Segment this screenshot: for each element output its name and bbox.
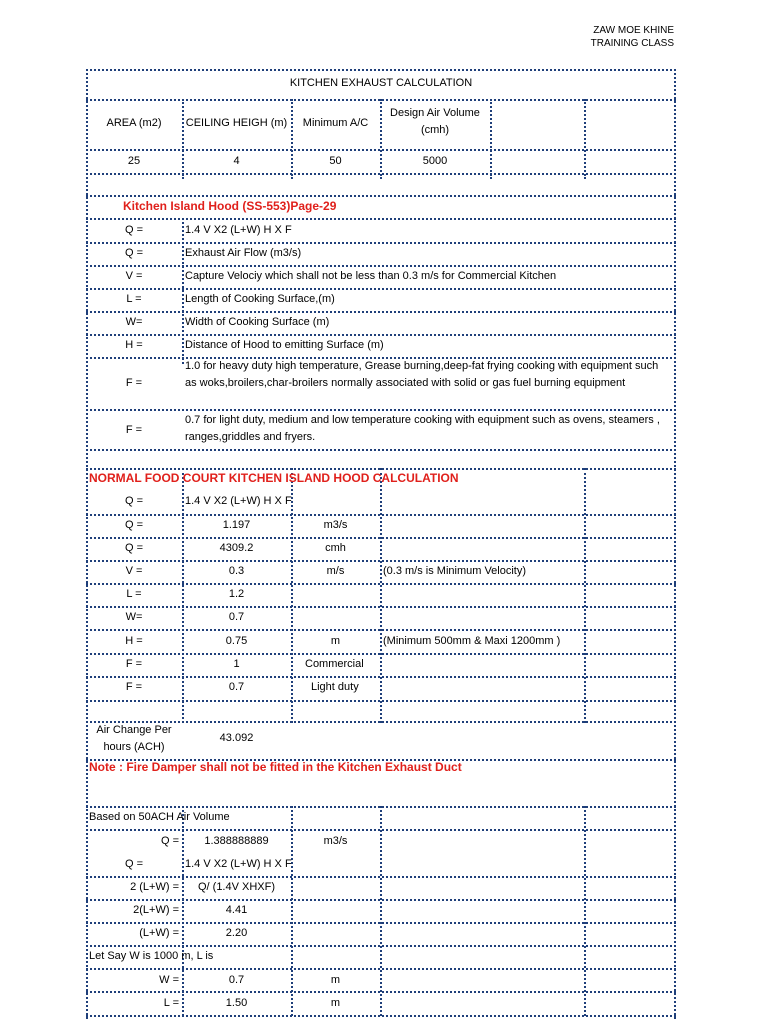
value-area: 25 [127, 155, 141, 167]
calc-symbol: Q = [124, 495, 144, 507]
calc-unit: cmh [325, 542, 346, 554]
definition-text: Exhaust Air Flow (m3/s) [185, 247, 302, 259]
sheet-title: KITCHEN EXHAUST CALCULATION [289, 77, 473, 89]
calc-value: 4309.2 [219, 542, 254, 554]
author-name: ZAW MOE KHINE [593, 25, 674, 36]
calc-value: 0.75 [225, 635, 248, 647]
ach-label-line2: hours (ACH) [103, 741, 165, 753]
wl-symbol: L = [163, 997, 179, 1009]
wl-value: 0.7 [228, 974, 245, 986]
calc-symbol: F = [125, 658, 143, 670]
calc-unit: Light duty [311, 681, 359, 693]
calc-value: 1.2 [228, 588, 245, 600]
wl-unit: m [330, 974, 341, 986]
calc-symbol: Q = [124, 542, 144, 554]
value-design: 5000 [422, 155, 448, 167]
definition-symbol: L = [126, 293, 142, 305]
column-header-design-line1: Design Air Volume [390, 107, 480, 119]
calc-value: 0.7 [228, 611, 245, 623]
calc-value: 0.7 [228, 681, 245, 693]
calc-unit: m3/s [323, 519, 348, 531]
definition-text: Length of Cooking Surface,(m) [185, 293, 335, 305]
let-say-label: Let Say W is 1000 m, L is [89, 950, 214, 962]
calc-value: 1.197 [222, 519, 251, 531]
value-ceiling: 4 [233, 155, 240, 167]
final-value: 4.41 [225, 904, 248, 916]
final-symbol: Q = [160, 835, 179, 847]
definition-symbol: V = [125, 270, 143, 282]
definition-text: Distance of Hood to emitting Surface (m) [185, 339, 384, 351]
definition-text: Width of Cooking Surface (m) [185, 316, 330, 328]
calc-value: 1 [233, 658, 240, 670]
calc-unit: m [330, 635, 341, 647]
ach-label [86, 722, 182, 756]
calc-symbol: W= [125, 611, 143, 623]
calc-unit: m/s [326, 565, 345, 577]
column-header-design [380, 105, 490, 139]
final-value: Q/ (1.4V XHXF) [197, 881, 276, 893]
definition-symbol: F = [125, 377, 143, 389]
definition-text: Capture Velociy which shall not be less than 0.3 m/s for Commercial Kitchen [185, 270, 557, 282]
definition-symbol: F = [125, 424, 143, 436]
wl-unit: m [330, 997, 341, 1009]
final-value: 1.388888889 [204, 835, 269, 847]
class-name: TRAINING CLASS [590, 38, 674, 49]
final-unit: m3/s [323, 835, 348, 847]
column-header-area: AREA (m2) [106, 117, 162, 129]
ach-value: 43.092 [219, 732, 254, 744]
definition-text: 0.7 for light duty, medium and low temperature cooking with equipment such as ovens, steamers , ranges,griddles and fryers. [185, 414, 660, 443]
value-min-ac: 50 [329, 155, 342, 167]
final-symbol: 2 (L+W) = [130, 881, 179, 893]
column-header-design-line2: (cmh) [420, 124, 450, 136]
definition-text: 1.4 V X2 (L+W) H X F [185, 224, 292, 236]
ach-label-line1: Air Change Per [96, 724, 172, 736]
calc-symbol: F = [125, 681, 143, 693]
wl-symbol: W = [159, 974, 179, 986]
final-symbol: (L+W) = [139, 927, 179, 939]
hood-heading: Kitchen Island Hood (SS-553)Page-29 [123, 199, 337, 213]
column-header-ceiling: CEILING HEIGH (m) [185, 117, 288, 129]
calc-unit: Commercial [305, 658, 364, 670]
calc-symbol: Q = [124, 519, 144, 531]
header-block [591, 24, 674, 50]
calc-note: (Minimum 500mm & Maxi 1200mm ) [383, 635, 561, 647]
definition-symbol: W= [125, 316, 143, 328]
definition-text: 1.0 for heavy duty high temperature, Grease burning,deep-fat frying cooking with equipment such as woks,broilers,char-broilers normally associated with solid or gas fuel burning equipment [185, 360, 659, 389]
based-on-label: Based on 50ACH Air Volume [89, 811, 230, 823]
final-symbol: Q = [124, 858, 144, 870]
calc-symbol: H = [125, 635, 143, 647]
fire-damper-note: Note : Fire Damper shall not be fitted in the Kitchen Exhaust Duct [89, 760, 462, 774]
wl-value: 1.50 [225, 997, 248, 1009]
calc-symbol: V = [125, 565, 143, 577]
definition-symbol: H = [125, 339, 143, 351]
calc-value: 1.4 V X2 (L+W) H X F [185, 495, 292, 507]
column-header-min-ac: Minimum A/C [302, 117, 369, 129]
final-symbol: 2(L+W) = [133, 904, 179, 916]
definition-symbol: Q = [124, 224, 144, 236]
calc-note: (0.3 m/s is Minimum Velocity) [383, 565, 527, 577]
calculation-sheet [86, 69, 676, 1019]
definition-symbol: Q = [124, 247, 144, 259]
calc-heading: NORMAL FOOD COURT KITCHEN ISLAND HOOD CALCULATION [89, 471, 459, 485]
calc-value: 0.3 [228, 565, 245, 577]
final-value: 1.4 V X2 (L+W) H X F [185, 858, 292, 870]
calc-symbol: L = [126, 588, 142, 600]
final-value: 2.20 [225, 927, 248, 939]
